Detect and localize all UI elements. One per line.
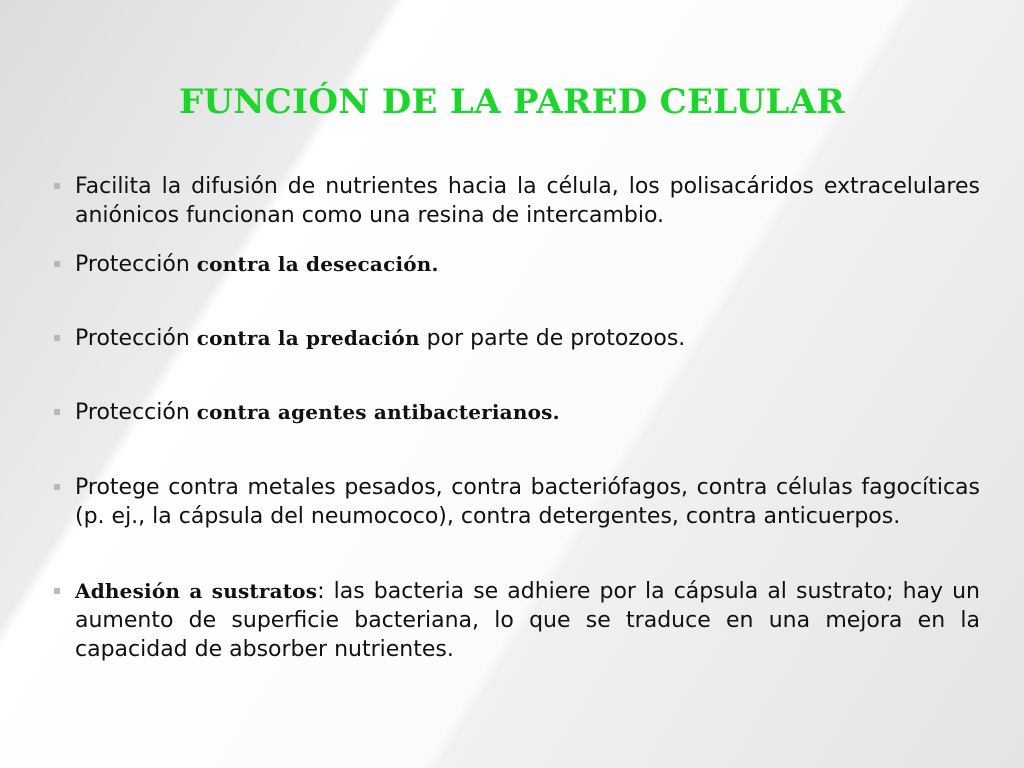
bullet-emphasis: contra la desecación. bbox=[196, 252, 439, 276]
bullet-marker-icon bbox=[54, 409, 60, 415]
bullet-marker-icon bbox=[54, 183, 60, 189]
bullet-marker-icon bbox=[54, 261, 60, 267]
bullet-emphasis: contra la predación bbox=[196, 326, 420, 350]
bullet-emphasis: Adhesión a sustratos bbox=[75, 579, 318, 603]
bullet-prefix: Protección bbox=[75, 252, 197, 277]
bullet-emphasis: contra agentes antibacterianos. bbox=[196, 400, 560, 424]
bullet-prefix: Protección bbox=[75, 400, 197, 425]
bullet-list bbox=[54, 172, 980, 664]
bullet-text: Facilita la difusión de nutrientes hacia la célula, los polisacáridos extracelulares aniónicos funcionan como una resina de intercambio. bbox=[75, 174, 980, 228]
bullet-suffix: por parte de protozoos. bbox=[419, 326, 686, 351]
bullet-marker-icon bbox=[54, 484, 60, 490]
bullet-suffix: : las bacteria se adhiere por la cápsula al sustrato; hay un aumento de superficie bacteriana, lo que se traduce en una mejora en la capacidad de absorber nutrientes. bbox=[75, 579, 980, 662]
slide-title: FUNCIÓN DE LA PARED CELULAR bbox=[178, 82, 845, 122]
bullet-item-desecacion bbox=[54, 250, 980, 279]
bullet-item-predacion bbox=[54, 324, 980, 353]
bullet-text: Protege contra metales pesados, contra bacteriófagos, contra células fagocíticas (p. ej., la cápsula del neumococo), contra detergentes, contra anticuerpos. bbox=[75, 475, 980, 529]
bullet-prefix: Protección bbox=[75, 326, 197, 351]
bullet-marker-icon bbox=[54, 588, 60, 594]
bullet-item-antibacterianos bbox=[54, 398, 980, 427]
bullet-item-metales bbox=[54, 473, 980, 531]
bullet-item-difusion bbox=[54, 172, 980, 230]
bullet-marker-icon bbox=[54, 335, 60, 341]
bullet-item-adhesion bbox=[54, 577, 980, 664]
